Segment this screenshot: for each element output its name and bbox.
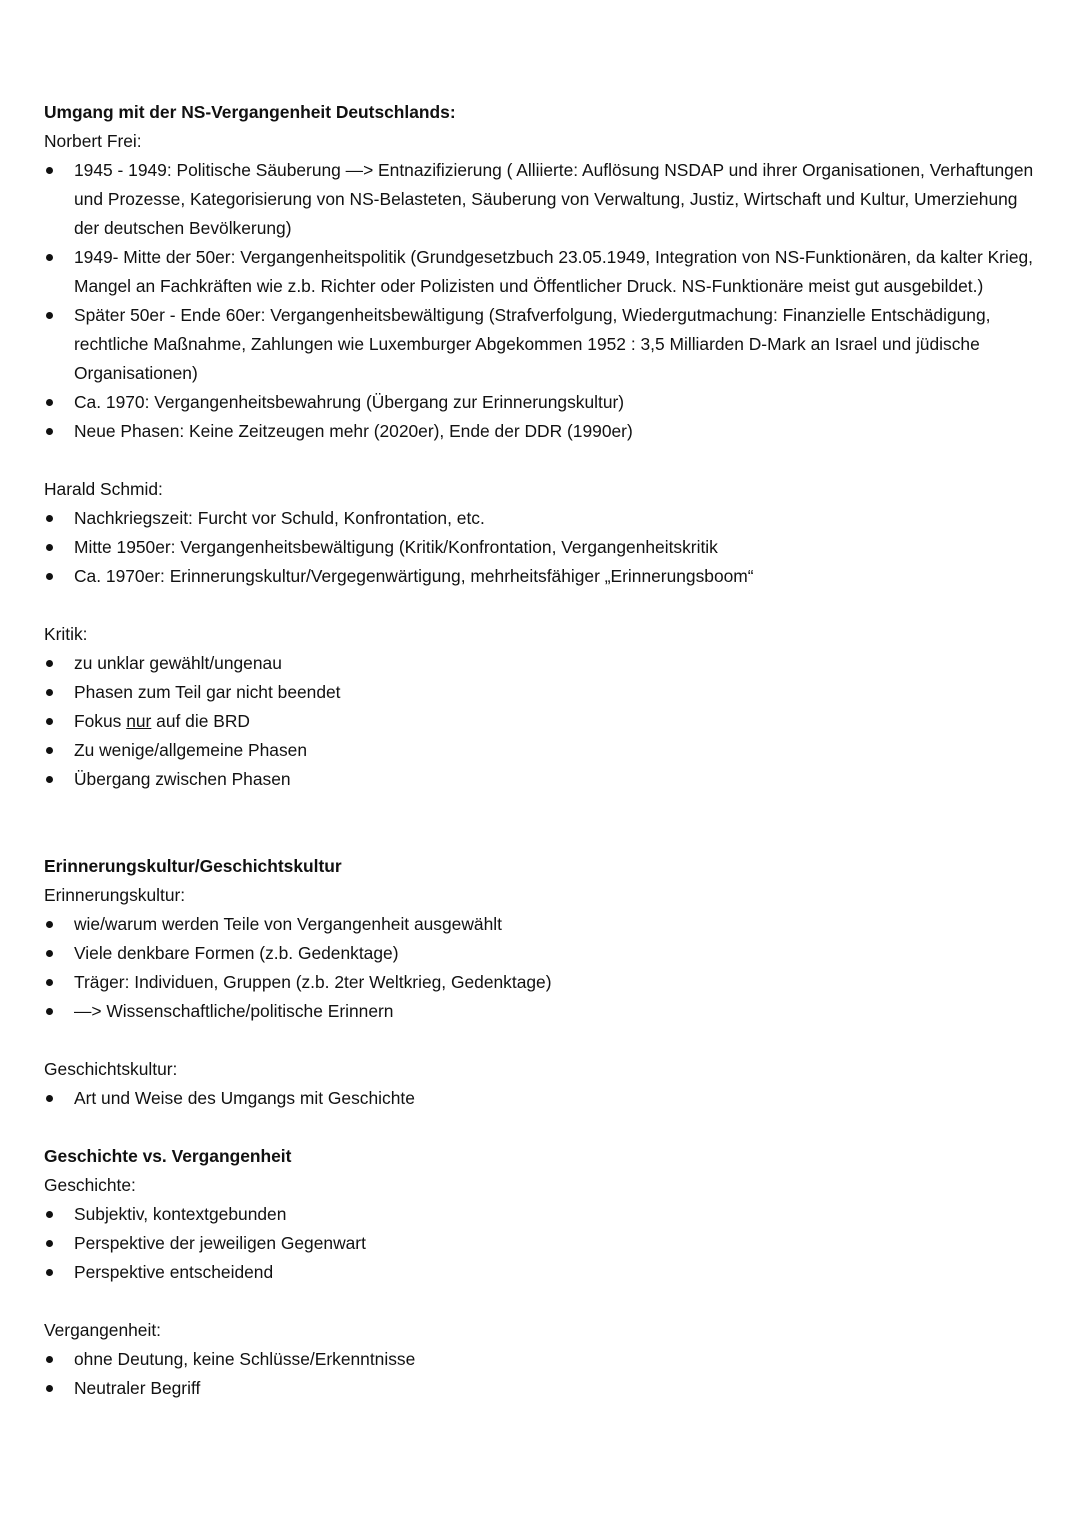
subheading-kritik: Kritik: (44, 624, 88, 644)
subheading-harald-schmid: Harald Schmid: (44, 479, 163, 499)
bullet-list-kritik (44, 649, 1040, 794)
list-item: Mitte 1950er: Vergangenheitsbewältigung (Kritik/Konfrontation, Vergangenheitskritik (44, 533, 1040, 562)
list-item: Viele denkbare Formen (z.b. Gedenktage) (44, 939, 1040, 968)
bullet-list-geschichte (44, 1200, 1040, 1287)
list-item: Ca. 1970er: Erinnerungskultur/Vergegenwärtigung, mehrheitsfähiger „Erinnerungsboom“ (44, 562, 1040, 591)
list-item (44, 707, 1040, 736)
section-heading: Geschichte vs. Vergangenheit (44, 1146, 292, 1166)
list-item: Subjektiv, kontextgebunden (44, 1200, 1040, 1229)
bullet-list-geschichtskultur (44, 1084, 1040, 1113)
text: auf die BRD (151, 711, 250, 731)
list-item: Später 50er - Ende 60er: Vergangenheitsbewältigung (Strafverfolgung, Wiedergutmachung: Finanzielle Entschädigung, rechtliche Maßnahme, Zahlungen wie Luxemburger Abgekommen 1952 : 3,5 Milliarden D-Mark an Israel und jüdische Organisationen) (44, 301, 1040, 388)
bullet-list-vergangenheit (44, 1345, 1040, 1403)
bullet-list-schmid (44, 504, 1040, 591)
list-item: Übergang zwischen Phasen (44, 765, 1040, 794)
list-item: Perspektive entscheidend (44, 1258, 1040, 1287)
list-item: Art und Weise des Umgangs mit Geschichte (44, 1084, 1040, 1113)
list-item: Neutraler Begriff (44, 1374, 1040, 1403)
list-item: 1945 - 1949: Politische Säuberung —> Entnazifizierung ( Alliierte: Auflösung NSDAP und ihrer Organisationen, Verhaftungen und Prozesse, Kategorisierung von NS-Belasteten, Säuberung von Verwaltung, Justiz, Wirtschaft und Kultur, Umerziehung der deutschen Bevölkerung) (44, 156, 1040, 243)
section-heading: Erinnerungskultur/Geschichtskultur (44, 856, 342, 876)
list-item: —> Wissenschaftliche/politische Erinnern (44, 997, 1040, 1026)
list-item: wie/warum werden Teile von Vergangenheit ausgewählt (44, 910, 1040, 939)
list-item: Nachkriegszeit: Furcht vor Schuld, Konfrontation, etc. (44, 504, 1040, 533)
subheading-vergangenheit: Vergangenheit: (44, 1320, 162, 1340)
list-item: Träger: Individuen, Gruppen (z.b. 2ter Weltkrieg, Gedenktage) (44, 968, 1040, 997)
subheading-erinnerungskultur: Erinnerungskultur: (44, 885, 186, 905)
bullet-list-frei (44, 156, 1040, 446)
list-item: Ca. 1970: Vergangenheitsbewahrung (Übergang zur Erinnerungskultur) (44, 388, 1040, 417)
list-item: Phasen zum Teil gar nicht beendet (44, 678, 1040, 707)
underlined-text: nur (126, 711, 152, 731)
text: Fokus (74, 711, 127, 731)
subheading-norbert-frei: Norbert Frei: (44, 131, 142, 151)
list-item: zu unklar gewählt/ungenau (44, 649, 1040, 678)
list-item: Perspektive der jeweiligen Gegenwart (44, 1229, 1040, 1258)
bullet-list-erinnerungskultur (44, 910, 1040, 1026)
list-item: Zu wenige/allgemeine Phasen (44, 736, 1040, 765)
subheading-geschichte: Geschichte: (44, 1175, 136, 1195)
list-item: ohne Deutung, keine Schlüsse/Erkenntnisse (44, 1345, 1040, 1374)
subheading-geschichtskultur: Geschichtskultur: (44, 1059, 178, 1079)
list-item: 1949- Mitte der 50er: Vergangenheitspolitik (Grundgesetzbuch 23.05.1949, Integration von NS-Funktionären, da kalter Krieg, Mangel an Fachkräften wie z.b. Richter oder Polizisten und Öffentlicher Druck. NS-Funktionäre meist gut ausgebildet.) (44, 243, 1040, 301)
section-heading: Umgang mit der NS-Vergangenheit Deutschlands: (44, 102, 456, 122)
list-item: Neue Phasen: Keine Zeitzeugen mehr (2020er), Ende der DDR (1990er) (44, 417, 1040, 446)
